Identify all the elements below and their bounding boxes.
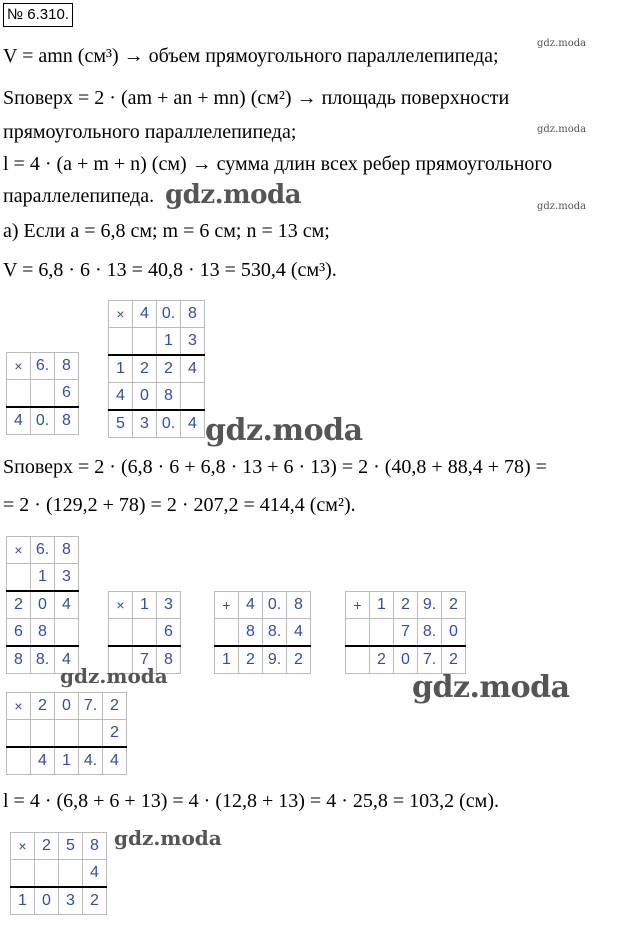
column-mult-258-by-4: × 2 5 8 4 1 0 3 2 [10, 832, 107, 915]
surface-calculation-line1: Sповерх = 2 · (6,8 · 6 + 6,8 · 13 + 6 · 13) = 2 · (40,8 + 88,4 + 78) = [3, 456, 547, 478]
watermark: gdz.moda [412, 670, 570, 705]
column-mult-6-8-by-13: × 6. 8 1 3 2 0 4 6 8 8 8. 4 [6, 536, 79, 674]
watermark: gdz.moda [60, 664, 168, 688]
surface-calculation-line2: = 2 · (129,2 + 78) = 2 · 207,2 = 414,4 (см²). [3, 494, 356, 516]
column-mult-13-by-6: × 1 3 6 7 8 [108, 591, 181, 674]
volume-formula: V = amn (см³) → объем прямоугольного параллелепипеда; [3, 45, 499, 67]
column-mult-6-8-by-6: × 6. 8 6 4 0. 8 [6, 352, 79, 435]
volume-calculation: V = 6,8 · 6 · 13 = 40,8 · 13 = 530,4 (см³). [3, 259, 337, 281]
edges-calculation: l = 4 · (6,8 + 6 + 13) = 4 · (12,8 + 13) = 4 · 25,8 = 103,2 (см). [3, 790, 499, 812]
surface-formula-line1: Sповерх = 2 · (am + an + mn) (см²) → площадь поверхности [3, 87, 510, 109]
edges-formula-line1: l = 4 · (a + m + n) (см) → сумма длин всех ребер прямоугольного [3, 153, 553, 175]
watermark: gdz.moda [537, 201, 587, 212]
watermark: gdz.moda [537, 124, 587, 135]
column-add-129-2-plus-78: + 1 2 9. 2 7 8. 0 2 0 7. 2 [345, 591, 466, 674]
watermark: gdz.moda [205, 413, 363, 448]
given-values: а) Если a = 6,8 см; m = 6 см; n = 13 см; [3, 220, 330, 242]
watermark: gdz.moda [165, 180, 302, 210]
column-add-40-8-plus-88-4: + 4 0. 8 8 8. 4 1 2 9. 2 [214, 591, 311, 674]
watermark: gdz.moda [537, 38, 587, 49]
column-mult-40-8-by-13: × 4 0. 8 1 3 1 2 2 4 4 0 8 5 3 0. 4 [108, 300, 205, 438]
watermark: gdz.moda [114, 826, 222, 850]
task-number: № 6.310. [3, 3, 73, 27]
edges-formula-line2: параллелепипеда. [3, 185, 155, 207]
surface-formula-line2: прямоугольного параллелепипеда; [3, 121, 297, 143]
column-mult-207-2-by-2: × 2 0 7. 2 2 4 1 4. 4 [6, 692, 127, 775]
